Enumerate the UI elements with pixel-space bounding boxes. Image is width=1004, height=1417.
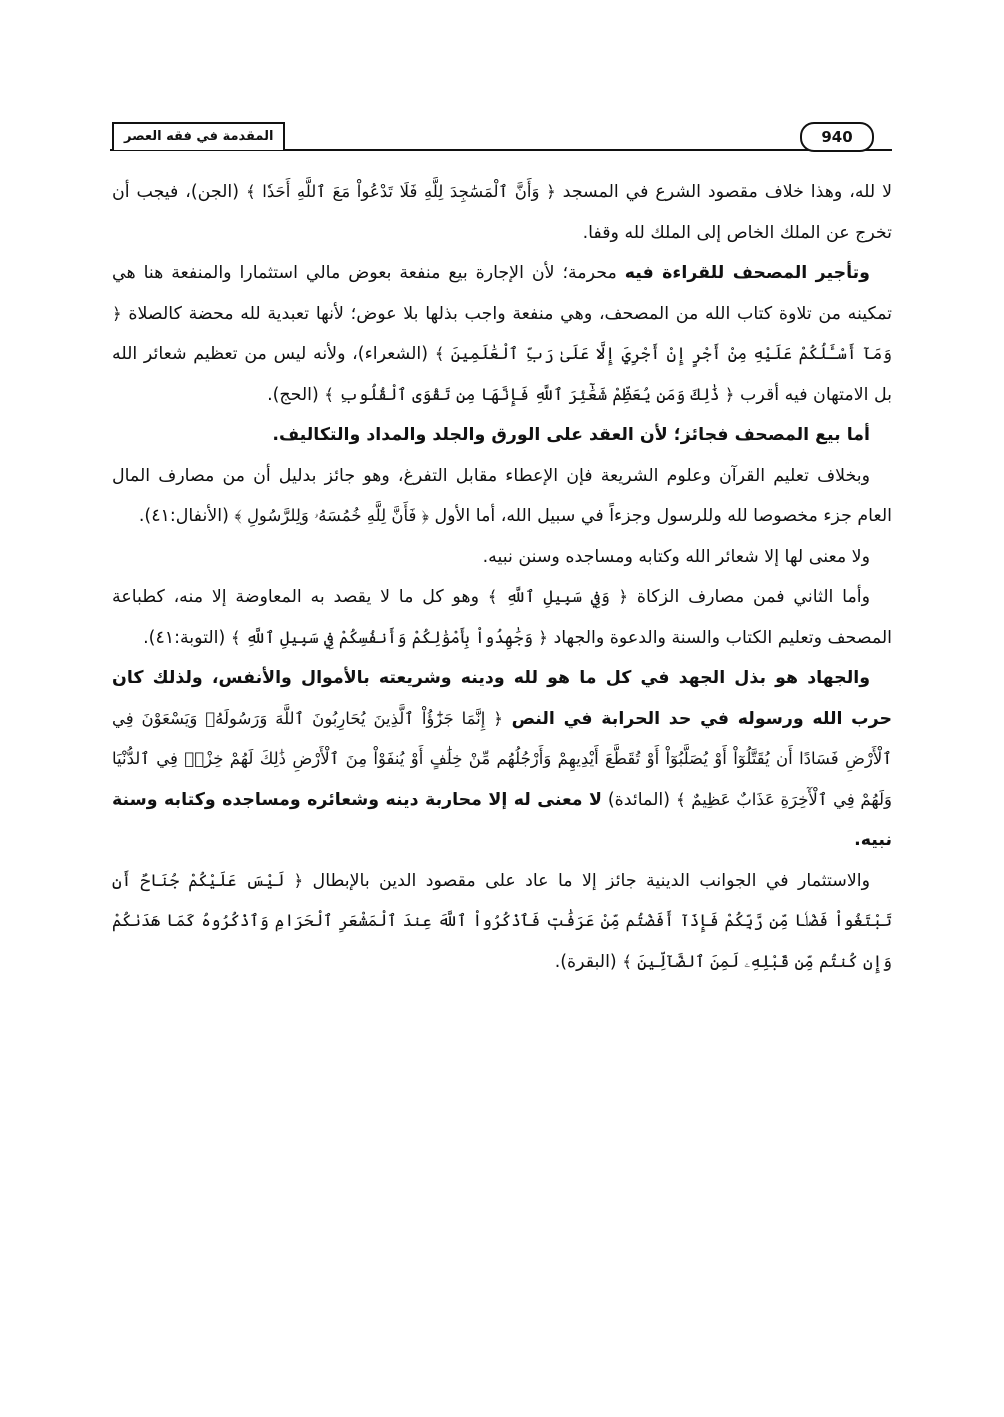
p5-text: ولا معنى لها إلا شعائر الله وكتابه ومساجده وسنن نبيه. — [482, 546, 870, 567]
paragraph-8 — [112, 861, 892, 983]
p2-text-c: (الحج). — [267, 384, 325, 405]
p2-text-a: محرمة؛ لأن الإجارة بيع منفعة بعوض مالي استثمارا والمنفعة هنا هي تمكينه من تلاوة كتاب الله من المصحف، وهي منفعة واجب بذلها بلا عوض؛ لأنها تعبدية لله محضة كالصلاة — [112, 263, 892, 324]
p8-text-b: (البقرة). — [554, 951, 623, 972]
paragraph-5 — [112, 537, 892, 578]
running-header — [110, 120, 892, 150]
paragraph-6 — [112, 577, 892, 658]
paragraph-7 — [112, 658, 892, 861]
paragraph-1 — [112, 172, 892, 253]
p3-bold-lead: أما بيع المصحف فجائز؛ — [673, 425, 870, 445]
page-body — [112, 172, 892, 982]
p6-text-c: (التوبة:٤١). — [143, 627, 231, 648]
p7-text-a: والجهاد هو بذل الجهد في كل ما هو لله ودينه وشريعته بالأموال والأنفس، ولذلك كان حرب الله ورسوله في حد الحرابة في النص — [112, 668, 892, 729]
quran-verse-shuara: ﴿ وَمَآ أَسْـَٔلُكُمْ عَلَيْهِ مِنْ أَجْرٍ إِنْ أَجْرِيَ إِلَّا عَلَىٰ رَبِّ ٱلْعَٰلَمِينَ ﴾ — [112, 303, 892, 363]
p1-text-b: (الجن)، فيجب أن تخرج عن الملك الخاص إلى الملك لله وقفا. — [112, 182, 892, 243]
quran-verse-sabil: ﴿ وَفِي سَبِيلِ ٱللَّهِ ﴾ — [487, 587, 629, 606]
paragraph-4 — [112, 456, 892, 537]
p4-text-b: (الأنفال:٤١). — [138, 506, 235, 526]
p7-bold-tail: لا معنى له إلا محاربة دينه وشعائره ومساجده وكتابه وسنة نبيه. — [112, 789, 892, 850]
p6-text-b: وهو كل ما لا يقصد به المعاوضة إلا منه، كطباعة المصحف وتعليم الكتاب والسنة والدعوة والجهاد — [112, 587, 892, 648]
p6-text-a: وأما الثاني فمن مصارف الزكاة — [628, 587, 871, 607]
p3-text: لأن العقد على الورق والجلد والمداد والتكاليف. — [272, 425, 674, 445]
quran-verse-baqara: ﴿ لَيْسَ عَلَيْكُمْ جُنَاحٌ أَن تَبْتَغُواْ فَضْلٗا مِّن رَّبِّكُمْ فَإِذَآ أَفَضْتُم مِّنْ عَرَفَٰتٖ فَٱذْكُرُواْ ٱللَّهَ عِندَ ٱلْمَشْعَرِ ٱلْحَرَامِ وَٱذْكُرُوهُ كَمَا هَدَىٰكُمْ وَإِن كُنتُم مِّن قَبْلِهِۦ لَمِنَ ٱلضَّآلِّينَ ﴾ — [112, 870, 892, 971]
paragraph-3 — [112, 415, 892, 456]
quran-verse-maida: ﴿ إِنَّمَا جَزَٰٓؤُاْ ٱلَّذِينَ يُحَارِبُونَ ٱللَّهَ وَرَسُولَهُۥ وَيَسْعَوْنَ فِي ٱلْأَرْضِ فَسَادًا أَن يُقَتَّلُوٓاْ أَوْ يُصَلَّبُوٓاْ أَوْ تُقَطَّعَ أَيْدِيهِمْ وَأَرْجُلُهُم مِّنْ خِلَٰفٍ أَوْ يُنفَوْاْ مِنَ ٱلْأَرْضِ ذَٰلِكَ لَهُمْ خِزْيٞ فِي ٱلدُّنْيَا وَلَهُمْ فِي ٱلْأٓخِرَةِ عَذَابٌ عَظِيمٌ ﴾ — [112, 708, 892, 809]
quran-verse-anfal: ﴿ فَأَنَّ لِلَّهِ خُمُسَهُۥ وَلِلرَّسُولِ ﴾ — [234, 506, 429, 525]
p8-text-a: والاستثمار في الجوانب الدينية جائز إلا ما عاد على مقصود الدين بالإبطال — [303, 870, 870, 891]
page-number: 940 — [800, 122, 874, 152]
quran-verse-tawba: ﴿ وَجَٰهِدُواْ بِأَمْوَٰلِكُمْ وَأَنفُسِكُمْ فِي سَبِيلِ ٱللَّهِ ﴾ — [230, 627, 548, 647]
quran-verse-hajj: ﴿ ذَٰلِكَ وَمَن يُعَظِّمْ شَعَٰٓئِرَ ٱللَّهِ فَإِنَّهَا مِن تَقْوَى ٱلْقُلُوبِ ﴾ — [324, 384, 735, 404]
p2-text-b: (الشعراء)، ولأنه ليس من تعظيم شعائر الله بل الامتهان فيه أقرب — [112, 344, 892, 405]
p1-text-a: لا لله، وهذا خلاف مقصود الشرع في المسجد — [555, 182, 893, 202]
p4-text-a: وبخلاف تعليم القرآن وعلوم الشريعة فإن الإعطاء مقابل التفرغ، وهو جائز بدليل أن من مصارف المال العام جزء مخصوصا لله وللرسول وجزءاً في سبيل الله، أما الأول — [112, 465, 892, 526]
p7-text-b: (المائدة) — [601, 789, 676, 810]
paragraph-2 — [112, 253, 892, 415]
quran-verse-jinn: ﴿ وَأَنَّ ٱلْمَسَٰجِدَ لِلَّهِ فَلَا تَدْعُواْ مَعَ ٱللَّهِ أَحَدٗا ﴾ — [245, 182, 556, 201]
p2-bold-lead: وتأجير المصحف للقراءة فيه — [624, 263, 870, 283]
book-title: المقدمة في فقه العصر — [112, 122, 285, 150]
